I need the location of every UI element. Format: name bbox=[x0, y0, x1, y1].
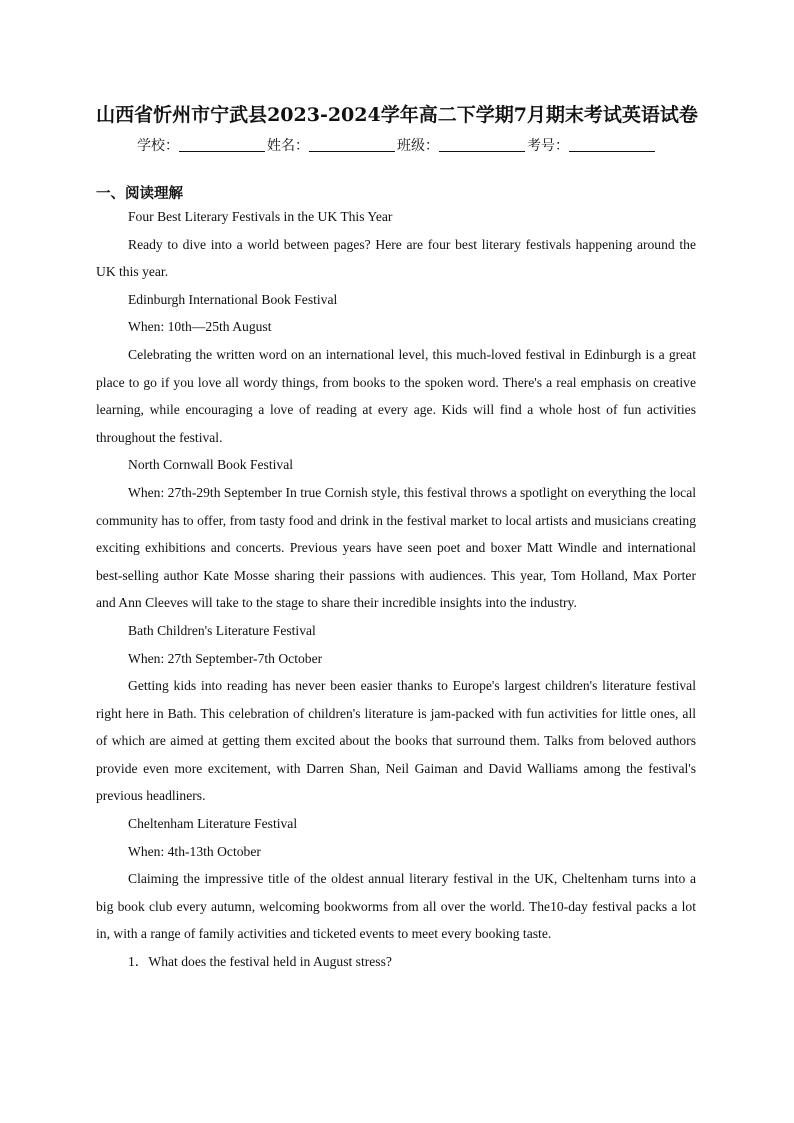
name-label: 姓名： bbox=[267, 138, 309, 154]
class-blank[interactable] bbox=[439, 137, 525, 152]
school-label: 学校： bbox=[137, 138, 179, 154]
festival-2-description: When: 27th-29th September In true Cornish style, this festival throws a spotlight on everything the local community has to offer, from tasty food and drink in the festival market to local artists and musicians creating exciting exhibitions and concerts. Previous years have seen poet and boxer Matt Windle and international best-selling author Kate Mosse sharing their passions with audiences. This year, Tom Holland, Max Porter and Ann Cleeves will take to the stage to share their incredible insights into the industry. bbox=[96, 484, 696, 611]
question-1 bbox=[96, 948, 696, 976]
section-heading: 一、阅读理解 bbox=[96, 186, 183, 202]
number-blank[interactable] bbox=[569, 137, 655, 152]
question-1-text: What does the festival held in August stress? bbox=[148, 954, 392, 970]
festival-1-description: Celebrating the written word on an international level, this much-loved festival in Edinburgh is a great place to go if you love all wordy things, from books to the spoken word. There's a real emphasis on creative learning, while encouraging a love of reading at every age. Kids will find a whole host of fun activities throughout the festival. bbox=[96, 346, 696, 445]
passage-intro: Ready to dive into a world between pages? Here are four best literary festivals happening around the UK this year. bbox=[96, 236, 696, 280]
festival-3-when: When: 27th September-7th October bbox=[128, 650, 323, 666]
page-title: 山西省忻州市宁武县2023-2024学年高二下学期7月期末考试英语试卷 bbox=[96, 104, 698, 126]
student-info-line bbox=[0, 135, 794, 155]
festival-3-name: Bath Children's Literature Festival bbox=[128, 622, 316, 638]
reading-passage bbox=[96, 203, 696, 976]
number-label: 考号： bbox=[527, 138, 569, 154]
festival-3-description: Getting kids into reading has never been easier thanks to Europe's largest children's literature festival right here in Bath. This celebration of children's literature is jam-packed with fun activities for little ones, all of which are aimed at getting them excited about the books that surround them. Talks from beloved authors provide even more excitement, with Darren Shan, Neil Gaiman and David Walliams among the festival's previous headliners. bbox=[96, 678, 696, 804]
festival-4-when: When: 4th-13th October bbox=[128, 843, 261, 859]
festival-1-name: Edinburgh International Book Festival bbox=[128, 291, 338, 307]
festival-4-description: Claiming the impressive title of the oldest annual literary festival in the UK, Cheltenham turns into a big book club every autumn, welcoming bookworms from all over the world. The10-day festival packs a lot in, with a range of family activities and ticketed events to meet every booking taste. bbox=[96, 871, 696, 942]
passage-title: Four Best Literary Festivals in the UK This Year bbox=[128, 209, 393, 224]
name-blank[interactable] bbox=[309, 137, 395, 152]
question-1-number: 1． bbox=[128, 954, 149, 970]
festival-2-name: North Cornwall Book Festival bbox=[128, 457, 294, 473]
festival-1-when: When: 10th—25th August bbox=[128, 319, 272, 335]
class-label: 班级： bbox=[397, 138, 439, 154]
school-blank[interactable] bbox=[179, 137, 265, 152]
festival-4-name: Cheltenham Literature Festival bbox=[128, 816, 298, 832]
